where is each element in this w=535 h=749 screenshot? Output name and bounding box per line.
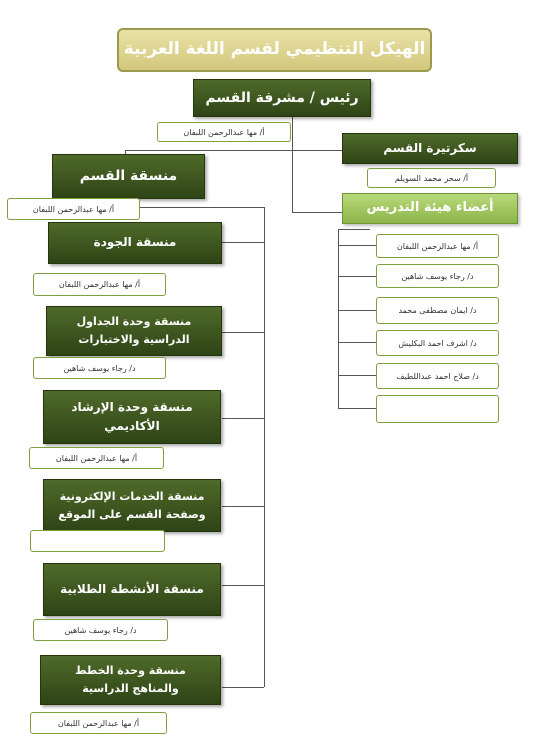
connector-line — [222, 418, 264, 419]
connector-line — [222, 687, 264, 688]
unit-name: د/ رجاء يوسف شاهين — [33, 357, 166, 379]
head-name: أ/ مها عبدالرحمن اللبفان — [157, 122, 291, 142]
faculty-member — [376, 395, 499, 423]
unit-box-activities — [43, 563, 221, 616]
unit-name: أ/ مها عبدالرحمن اللبفان — [33, 273, 166, 296]
connector-line — [125, 150, 292, 151]
secretary-role: سكرتيرة القسم — [383, 140, 477, 155]
unit-role: منسقة الخدمات الإلكترونية وصفحة القسم على الموقع — [58, 489, 206, 521]
head-box — [193, 79, 371, 117]
connector-line — [222, 585, 264, 586]
faculty-box — [342, 193, 518, 224]
secretary-box — [342, 133, 518, 164]
faculty-member: د/ رجاء يوسف شاهين — [376, 264, 499, 288]
coordinator-box — [52, 154, 205, 199]
unit-role: منسقة وحدة الخطط والمناهج الدراسية — [75, 664, 186, 695]
connector-line — [222, 242, 264, 243]
connector-line — [222, 332, 264, 333]
unit-role: منسقة الأنشطة الطلابية — [60, 581, 204, 596]
unit-name — [30, 530, 165, 552]
unit-box-quality — [48, 222, 222, 264]
connector-line — [292, 212, 342, 213]
connector-line — [338, 245, 376, 246]
unit-name: د/ رجاء يوسف شاهين — [33, 619, 168, 641]
coordinator-name: أ/ مها عبدالرحمن اللبفان — [7, 198, 140, 220]
faculty-member: د/ اشرف احمد البكليش — [376, 330, 499, 356]
chart-title-text: الهيكل التنظيمي لقسم اللغة العربية — [123, 39, 426, 60]
secretary-name: أ/ سحر محمد السويلم — [367, 168, 496, 188]
connector-line — [338, 342, 376, 343]
faculty-member: أ/ مها عبدالرحمن اللبفان — [376, 234, 499, 258]
faculty-member: د/ ايمان مصطفى محمد — [376, 297, 499, 324]
unit-role: منسقة الجودة — [93, 235, 177, 250]
coordinator-role: منسقة القسم — [79, 168, 178, 185]
connector-line — [222, 506, 264, 507]
unit-box-guidance — [43, 390, 221, 444]
connector-line — [338, 408, 376, 409]
unit-box-curricula — [40, 655, 221, 705]
faculty-member: د/ صلاح احمد عبداللطيف — [376, 363, 499, 389]
connector-line — [338, 229, 339, 408]
connector-line — [264, 207, 265, 687]
head-role: رئيس / مشرفة القسم — [205, 89, 359, 106]
unit-box-schedules — [46, 306, 222, 356]
connector-line — [338, 229, 370, 230]
chart-title — [117, 28, 432, 72]
connector-line — [338, 375, 376, 376]
unit-role: منسقة وحدة الإرشاد الأكاديمي — [71, 399, 193, 433]
unit-box-eservices — [43, 479, 221, 532]
connector-line — [338, 276, 376, 277]
connector-line — [292, 115, 293, 213]
connector-line — [140, 207, 264, 208]
unit-name: أ/ مها عبدالرحمن اللبفان — [30, 712, 167, 734]
connector-line — [292, 150, 342, 151]
unit-role: منسقة وحدة الجداول الدراسية والاختبارات — [76, 315, 192, 346]
connector-line — [338, 310, 376, 311]
unit-name: أ/ مها عبدالرحمن اللبفان — [29, 447, 164, 469]
faculty-title: أعضاء هيئة التدريس — [366, 200, 494, 216]
